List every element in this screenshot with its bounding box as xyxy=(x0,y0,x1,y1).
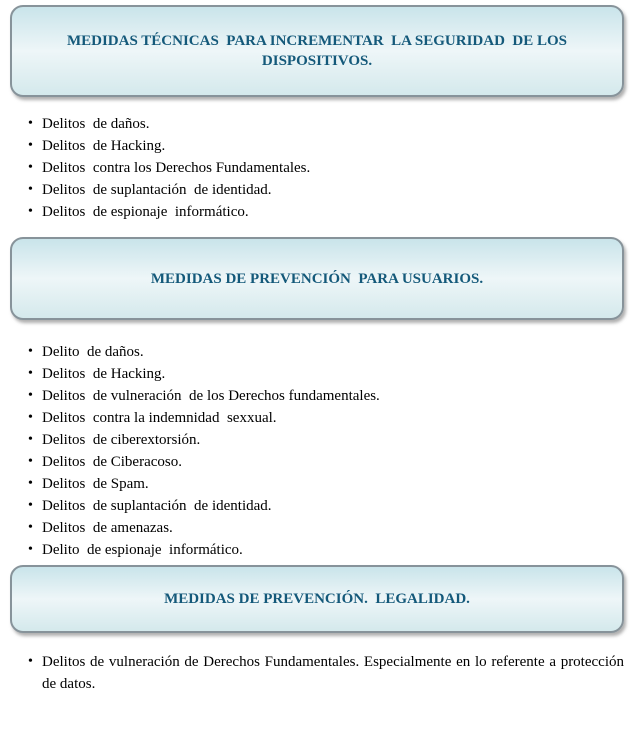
list-item xyxy=(28,201,624,223)
list-item-text: Delitos de espionaje informático. xyxy=(42,204,249,220)
list-item xyxy=(28,473,624,495)
bullet-icon: • xyxy=(28,116,33,131)
list-item xyxy=(28,341,624,363)
list-item xyxy=(28,113,624,135)
list-item-text: Delitos de vulneración de los Derechos fundamentales. xyxy=(42,388,380,404)
bullet-icon: • xyxy=(28,654,33,669)
list-item-text: Delito de espionaje informático. xyxy=(42,542,243,558)
list-item-text: Delito de daños. xyxy=(42,344,144,360)
list-item xyxy=(28,539,624,561)
list-item-text: Delitos de Spam. xyxy=(42,476,149,492)
bullet-icon: • xyxy=(28,204,33,219)
bullet-icon: • xyxy=(28,498,33,513)
list-item-text: Delitos contra los Derechos Fundamentales. xyxy=(42,160,311,176)
list-item-text: Delitos de ciberextorsión. xyxy=(42,432,201,448)
list-item-text: Delitos contra la indemnidad sexxual. xyxy=(42,410,277,426)
list-item-text: Delitos de Hacking. xyxy=(42,366,166,382)
list-item xyxy=(28,517,624,539)
section-title-1: MEDIDAS TÉCNICAS PARA INCREMENTAR LA SEGURIDAD DE LOS DISPOSITIVOS. xyxy=(66,33,571,69)
section-title-2: MEDIDAS DE PREVENCIÓN PARA USUARIOS. xyxy=(150,270,484,287)
list-item xyxy=(28,385,624,407)
list-item xyxy=(28,407,624,429)
section-header-box-3 xyxy=(10,565,624,633)
bullet-icon: • xyxy=(28,476,33,491)
bullet-icon: • xyxy=(28,520,33,535)
list-item-text: Delitos de vulneración de Derechos Fundamentales. Especialmente en lo referente a protección de datos. xyxy=(42,654,624,692)
list-item xyxy=(28,157,624,179)
section-title-3: MEDIDAS DE PREVENCIÓN. LEGALIDAD. xyxy=(164,591,470,607)
bullet-icon: • xyxy=(28,454,33,469)
section-header-box-2 xyxy=(10,237,624,320)
list-item xyxy=(28,363,624,385)
list-item-text: Delitos de suplantación de identidad. xyxy=(42,498,272,514)
bullet-icon: • xyxy=(28,344,33,359)
bullet-icon: • xyxy=(28,542,33,557)
list-item xyxy=(28,179,624,201)
list-item-text: Delitos de daños. xyxy=(42,116,150,132)
bullet-icon: • xyxy=(28,138,33,153)
list-item xyxy=(28,451,624,473)
list-item-text: Delitos de Ciberacoso. xyxy=(42,454,182,470)
bullet-icon: • xyxy=(28,388,33,403)
list-item xyxy=(28,651,624,695)
list-item-text: Delitos de amenazas. xyxy=(42,520,173,536)
bullet-list-1 xyxy=(10,113,624,223)
bullet-icon: • xyxy=(28,432,33,447)
bullet-icon: • xyxy=(28,410,33,425)
bullet-list-3 xyxy=(10,651,624,695)
list-item xyxy=(28,429,624,451)
list-item xyxy=(28,495,624,517)
list-item-text: Delitos de suplantación de identidad. xyxy=(42,182,272,198)
bullet-icon: • xyxy=(28,160,33,175)
section-header-box-1 xyxy=(10,5,624,97)
bullet-list-2 xyxy=(10,341,624,561)
list-item-text: Delitos de Hacking. xyxy=(42,138,166,154)
list-item xyxy=(28,135,624,157)
bullet-icon: • xyxy=(28,182,33,197)
bullet-icon: • xyxy=(28,366,33,381)
